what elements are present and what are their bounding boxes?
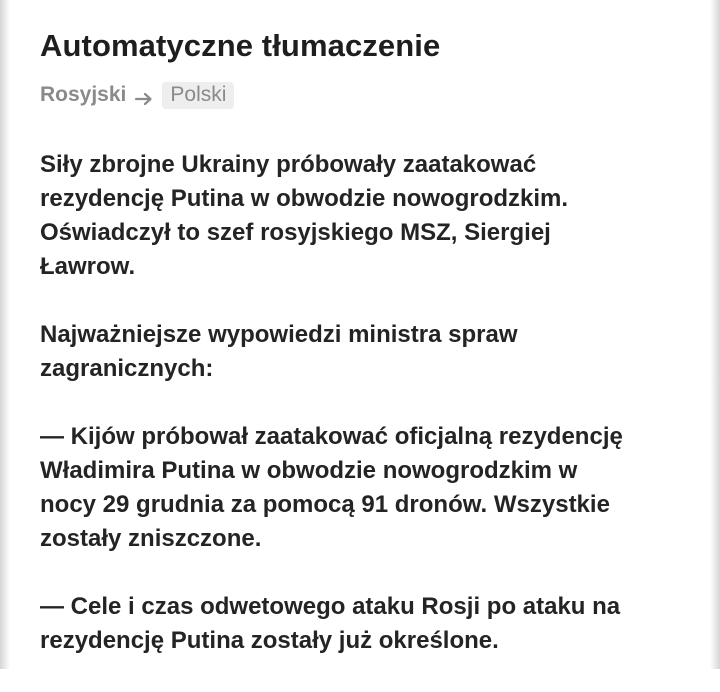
translated-text [40,148,690,658]
page-title: Automatyczne tłumaczenie [40,28,441,63]
paragraph: — Kijów próbował zaatakować oficjalną rezydencję Władimira Putina w obwodzie nowogrodzkim w nocy 29 grudnia za pomocą 91 dronów. Wszystkie zostały zniszczone. [40,423,623,552]
arrow-right-icon [134,88,154,102]
language-selector-row [40,80,690,110]
target-language-chip[interactable]: Polski [162,82,234,109]
translation-content [40,26,690,692]
paragraph: Siły zbrojne Ukrainy próbowały zaatakować rezydencję Putina w obwodzie nowogrodzkim. Oświadczył to szef rosyjskiego MSZ, Siergiej Ławrow. [40,151,569,280]
source-language[interactable]: Rosyjski [40,83,127,106]
left-edge-shadow [0,0,10,669]
paragraph: Najważniejsze wypowiedzi ministra spraw zagranicznych: [40,321,518,382]
right-edge-shadow [710,0,720,669]
paragraph: — Cele i czas odwetowego ataku Rosji po ataku na rezydencję Putina zostały już określone. [40,593,621,654]
